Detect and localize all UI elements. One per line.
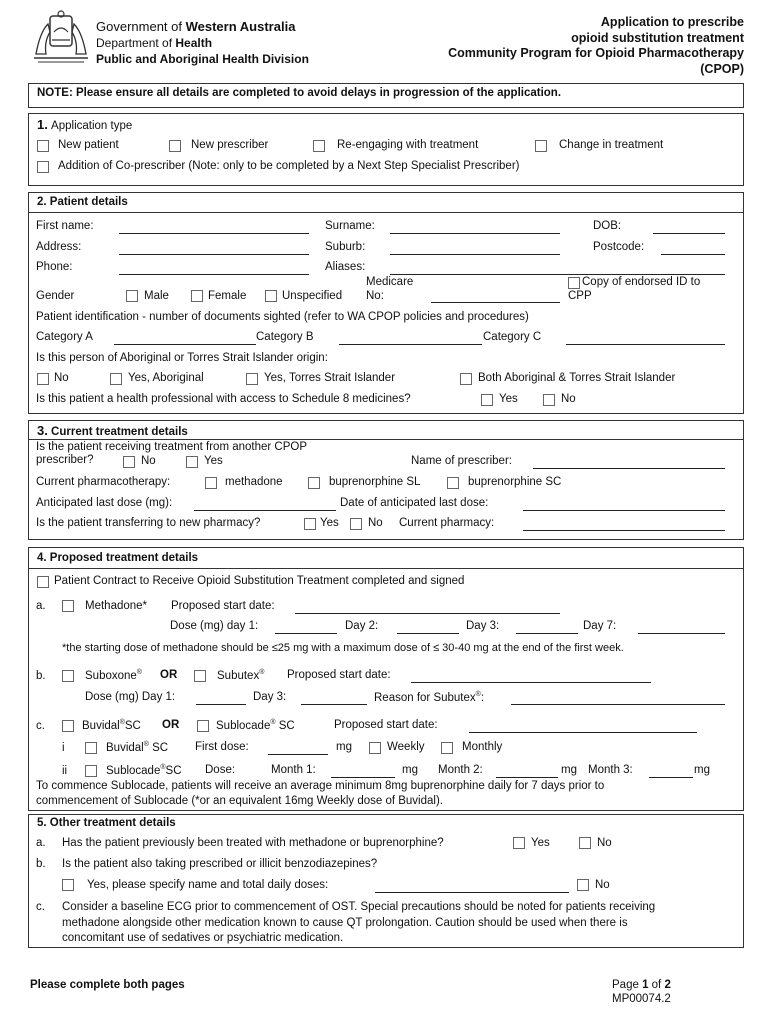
buvidal-dose-checkbox[interactable] — [85, 742, 97, 754]
month3-unit: mg — [694, 764, 710, 776]
buvidal-checkbox[interactable] — [62, 720, 74, 732]
subutex-label: Subutex® — [217, 669, 265, 682]
atsi-no-label: No — [54, 372, 69, 384]
last-dose-date-label: Date of anticipated last dose: — [340, 497, 489, 509]
s8-no-checkbox[interactable] — [543, 394, 555, 406]
transfer-yes-checkbox[interactable] — [304, 518, 316, 530]
weekly-checkbox[interactable] — [369, 742, 381, 754]
benzodiazepine-question: Is the patient also taking prescribed or illicit benzodiazepines? — [62, 858, 378, 870]
month3-label: Month 3: — [588, 764, 633, 776]
transfer-no-label: No — [368, 517, 383, 529]
buprenorphine-sc-label: buprenorphine SC — [468, 476, 562, 488]
item-b-label: b. — [36, 670, 46, 682]
benzo-no-checkbox[interactable] — [577, 879, 589, 891]
previous-treatment-yes-label: Yes — [531, 837, 550, 849]
department-line: Department of Health — [96, 36, 213, 50]
prescriber-name-field[interactable] — [533, 468, 725, 469]
suboxone-day1-label: Dose (mg) Day 1: — [85, 691, 176, 703]
footer-complete-note: Please complete both pages — [30, 979, 185, 991]
methadone-day2-label: Day 2: — [345, 620, 379, 632]
month2-label: Month 2: — [438, 764, 483, 776]
copy-id-checkbox[interactable] — [568, 277, 580, 289]
sublocade-note: To commence Sublocade, patients will receive an average minimum 8mg buprenorphine daily for 7 days prior to commencement of Sublocade (*or an equivalent 16mg Weekly dose of Buvidal). — [36, 780, 605, 807]
atsi-aboriginal-label: Yes, Aboriginal — [128, 372, 204, 384]
month1-field[interactable] — [331, 777, 395, 778]
last-dose-field[interactable] — [194, 510, 336, 511]
methadone-start-field[interactable] — [295, 613, 560, 614]
item5-a-label: a. — [36, 837, 46, 849]
atsi-both-label: Both Aboriginal & Torres Strait Islander — [478, 372, 676, 384]
section2-divider — [28, 212, 744, 213]
category-b-label: Category B — [256, 331, 314, 343]
address-field[interactable] — [119, 254, 309, 255]
methadone-label: methadone — [225, 476, 283, 488]
methadone-day2-field[interactable] — [397, 633, 459, 634]
previous-treatment-yes-checkbox[interactable] — [513, 837, 525, 849]
section3-divider — [28, 439, 744, 440]
form-title-line: opioid substitution treatment — [571, 30, 744, 45]
item5-b-label: b. — [36, 858, 46, 870]
month2-unit: mg — [561, 764, 577, 776]
aliases-label: Aliases: — [325, 261, 366, 273]
suboxone-label: Suboxone® — [85, 669, 142, 682]
postcode-field[interactable] — [661, 254, 725, 255]
item5-c-label: c. — [36, 901, 45, 913]
new-patient-checkbox[interactable] — [37, 140, 49, 152]
subutex-reason-label: Reason for Subutex®: — [374, 691, 485, 704]
current-pharmacotherapy-label: Current pharmacotherapy: — [36, 476, 171, 488]
note-text: NOTE: Please ensure all details are completed to avoid delays in progression of the application. — [37, 87, 562, 99]
copy-id-label: Copy of endorsed ID to — [582, 276, 701, 288]
sublocade-checkbox[interactable] — [197, 720, 209, 732]
benzo-no-label: No — [595, 879, 610, 891]
co-prescriber-label: Addition of Co-prescriber (Note: only to be completed by a Next Step Specialist Prescriber) — [58, 160, 520, 172]
dob-label: DOB: — [593, 220, 622, 232]
transfer-no-checkbox[interactable] — [350, 518, 362, 530]
change-in-treatment-label: Change in treatment — [559, 139, 664, 151]
methadone-start-label: Proposed start date: — [171, 600, 275, 612]
benzo-yes-label: Yes, please specify name and total daily doses: — [87, 879, 329, 891]
suburb-label: Suburb: — [325, 241, 366, 253]
category-a-label: Category A — [36, 331, 93, 343]
change-in-treatment-checkbox[interactable] — [535, 140, 547, 152]
item-c-label: c. — [36, 720, 45, 732]
atsi-tsi-checkbox[interactable] — [246, 373, 258, 385]
item-i-label: i — [62, 742, 65, 754]
sublocade-dose-label: Sublocade®SC — [106, 764, 182, 777]
wa-government-crest-icon — [30, 10, 92, 66]
benzo-yes-checkbox[interactable] — [62, 879, 74, 891]
last-dose-label: Anticipated last dose (mg): — [36, 497, 173, 509]
dob-field[interactable] — [653, 233, 725, 234]
gender-label: Gender — [36, 290, 75, 302]
suboxone-day1-field[interactable] — [196, 704, 246, 705]
s8-yes-checkbox[interactable] — [481, 394, 493, 406]
phone-label: Phone: — [36, 261, 73, 273]
benzo-specify-field[interactable] — [375, 892, 569, 893]
section3-heading: 3. Current treatment details — [37, 423, 188, 438]
first-dose-field[interactable] — [268, 754, 328, 755]
address-label: Address: — [36, 241, 82, 253]
gender-male-label: Male — [144, 290, 169, 302]
section4-divider — [28, 568, 744, 569]
division-line: Public and Aboriginal Health Division — [96, 52, 309, 66]
form-code: MP00074.2 — [612, 993, 671, 1005]
gender-female-checkbox[interactable] — [191, 290, 203, 302]
methadone-day1-field[interactable] — [275, 633, 337, 634]
current-pharmacy-label: Current pharmacy: — [399, 517, 495, 529]
methadone-checkbox[interactable] — [205, 477, 217, 489]
monthly-checkbox[interactable] — [441, 742, 453, 754]
medicare-no-label: No: — [366, 290, 384, 302]
or-label-2: OR — [162, 719, 180, 731]
transfer-question: Is the patient transferring to new pharmacy? — [36, 517, 261, 529]
receiving-no-label: No — [141, 455, 156, 467]
buprenorphine-sl-checkbox[interactable] — [308, 477, 320, 489]
first-dose-unit: mg — [336, 741, 352, 753]
item-a-label: a. — [36, 600, 46, 612]
receiving-no-checkbox[interactable] — [123, 456, 135, 468]
item-ii-label: ii — [62, 765, 68, 777]
surname-label: Surname: — [325, 220, 375, 232]
suboxone-start-label: Proposed start date: — [287, 669, 391, 681]
re-engaging-checkbox[interactable] — [313, 140, 325, 152]
new-patient-label: New patient — [58, 139, 119, 151]
form-title-line: (CPOP) — [700, 61, 744, 76]
methadone-day7-field[interactable] — [638, 633, 725, 634]
atsi-question: Is this person of Aboriginal or Torres Strait Islander origin: — [36, 352, 328, 364]
patient-contract-checkbox[interactable] — [37, 576, 49, 588]
prescriber-name-label: Name of prescriber: — [411, 455, 512, 467]
receiving-yes-checkbox[interactable] — [186, 456, 198, 468]
ecg-advice — [62, 900, 655, 947]
buvidal-label: Buvidal®SC — [82, 719, 141, 732]
form-title — [448, 15, 744, 77]
methadone-day3-field[interactable] — [516, 633, 578, 634]
suboxone-day3-field[interactable] — [301, 704, 367, 705]
previous-treatment-no-label: No — [597, 837, 612, 849]
weekly-label: Weekly — [387, 741, 425, 753]
section2-heading: 2. Patient details — [37, 196, 128, 208]
methadone-day7-label: Day 7: — [583, 620, 617, 632]
ecg-advice-line: concomitant use of sedatives or psychiatric medication. — [62, 932, 344, 944]
gov-line: Government of Western Australia — [96, 19, 296, 34]
gender-female-label: Female — [208, 290, 247, 302]
suboxone-day3-label: Day 3: — [253, 691, 287, 703]
first-name-field[interactable] — [119, 233, 309, 234]
month1-unit: mg — [402, 764, 418, 776]
category-b-field[interactable] — [339, 344, 482, 345]
gender-unspecified-label: Unspecified — [282, 290, 343, 302]
buprenorphine-sl-label: buprenorphine SL — [329, 476, 421, 488]
methadone-proposed-label: Methadone* — [85, 600, 148, 612]
cpp-label: CPP — [568, 290, 592, 302]
category-a-field[interactable] — [114, 344, 256, 345]
form-title-line: Application to prescribe — [600, 15, 744, 29]
atsi-aboriginal-checkbox[interactable] — [110, 373, 122, 385]
or-label: OR — [160, 669, 178, 681]
month2-field[interactable] — [496, 777, 558, 778]
form-title-line: Community Program for Opioid Pharmacotherapy — [448, 46, 744, 60]
surname-field[interactable] — [390, 233, 560, 234]
atsi-no-checkbox[interactable] — [37, 373, 49, 385]
atsi-tsi-label: Yes, Torres Strait Islander — [264, 372, 396, 384]
receiving-question: Is the patient receiving treatment from another CPOP prescriber? — [36, 441, 308, 466]
suburb-field[interactable] — [390, 254, 560, 255]
buvidal-start-field[interactable] — [469, 732, 697, 733]
methadone-day3-label: Day 3: — [466, 620, 500, 632]
medicare-no-field[interactable] — [431, 302, 560, 303]
transfer-yes-label: Yes — [320, 517, 339, 529]
sublocade-dose-word: Dose: — [205, 764, 236, 776]
buvidal-start-label: Proposed start date: — [334, 719, 438, 731]
ecg-advice-line: Consider a baseline ECG prior to commencement of OST. Special precautions should be noted for patients receiving — [62, 901, 656, 913]
postcode-label: Postcode: — [593, 241, 645, 253]
ecg-advice-line: methadone alongside other medication known to cause QT prolongation. Caution should be used when there is — [62, 916, 628, 929]
patient-id-label: Patient identification - number of documents sighted (refer to WA CPOP policies and procedures) — [36, 311, 529, 323]
buprenorphine-sc-checkbox[interactable] — [447, 477, 459, 489]
month3-field[interactable] — [649, 777, 693, 778]
gender-male-checkbox[interactable] — [126, 290, 138, 302]
monthly-label: Monthly — [462, 741, 503, 753]
previous-treatment-no-checkbox[interactable] — [579, 837, 591, 849]
buvidal-dose-label: Buvidal® SC — [106, 741, 169, 754]
subutex-reason-field[interactable] — [511, 704, 725, 705]
aliases-field[interactable] — [390, 274, 725, 275]
sublocade-label: Sublocade® SC — [216, 719, 295, 732]
month1-label: Month 1: — [271, 764, 316, 776]
new-prescriber-checkbox[interactable] — [169, 140, 181, 152]
section5-heading: 5. Other treatment details — [37, 817, 176, 829]
s8-question: Is this patient a health professional with access to Schedule 8 medicines? — [36, 393, 411, 405]
patient-contract-label: Patient Contract to Receive Opioid Substitution Treatment completed and signed — [54, 575, 465, 587]
s8-yes-label: Yes — [499, 393, 518, 405]
methadone-day1-label: Dose (mg) day 1: — [170, 620, 259, 632]
category-c-label: Category C — [483, 331, 542, 343]
section4-heading: 4. Proposed treatment details — [37, 552, 199, 564]
methadone-dose-note: *the starting dose of methadone should be ≤25 mg with a maximum dose of ≤ 30-40 mg at the end of the first week. — [62, 642, 624, 654]
subutex-checkbox[interactable] — [194, 670, 206, 682]
re-engaging-label: Re-engaging with treatment — [337, 139, 479, 151]
gender-unspecified-checkbox[interactable] — [265, 290, 277, 302]
section1-heading: 1. Application type — [37, 117, 133, 132]
co-prescriber-checkbox[interactable] — [37, 161, 49, 173]
receiving-yes-label: Yes — [204, 455, 223, 467]
phone-field[interactable] — [119, 274, 309, 275]
suboxone-start-field[interactable] — [411, 682, 651, 683]
current-pharmacy-field[interactable] — [523, 530, 725, 531]
category-c-field[interactable] — [566, 344, 725, 345]
medicare-label: Medicare — [366, 276, 414, 288]
sublocade-dose-checkbox[interactable] — [85, 765, 97, 777]
new-prescriber-label: New prescriber — [191, 139, 269, 151]
s8-no-label: No — [561, 393, 576, 405]
suboxone-checkbox[interactable] — [62, 670, 74, 682]
first-dose-label: First dose: — [195, 741, 249, 753]
page-number: Page 1 of 2 — [612, 979, 671, 991]
first-name-label: First name: — [36, 220, 94, 232]
last-dose-date-field[interactable] — [523, 510, 725, 511]
previous-treatment-question: Has the patient previously been treated with methadone or buprenorphine? — [62, 837, 444, 849]
atsi-both-checkbox[interactable] — [460, 373, 472, 385]
methadone-proposed-checkbox[interactable] — [62, 600, 74, 612]
